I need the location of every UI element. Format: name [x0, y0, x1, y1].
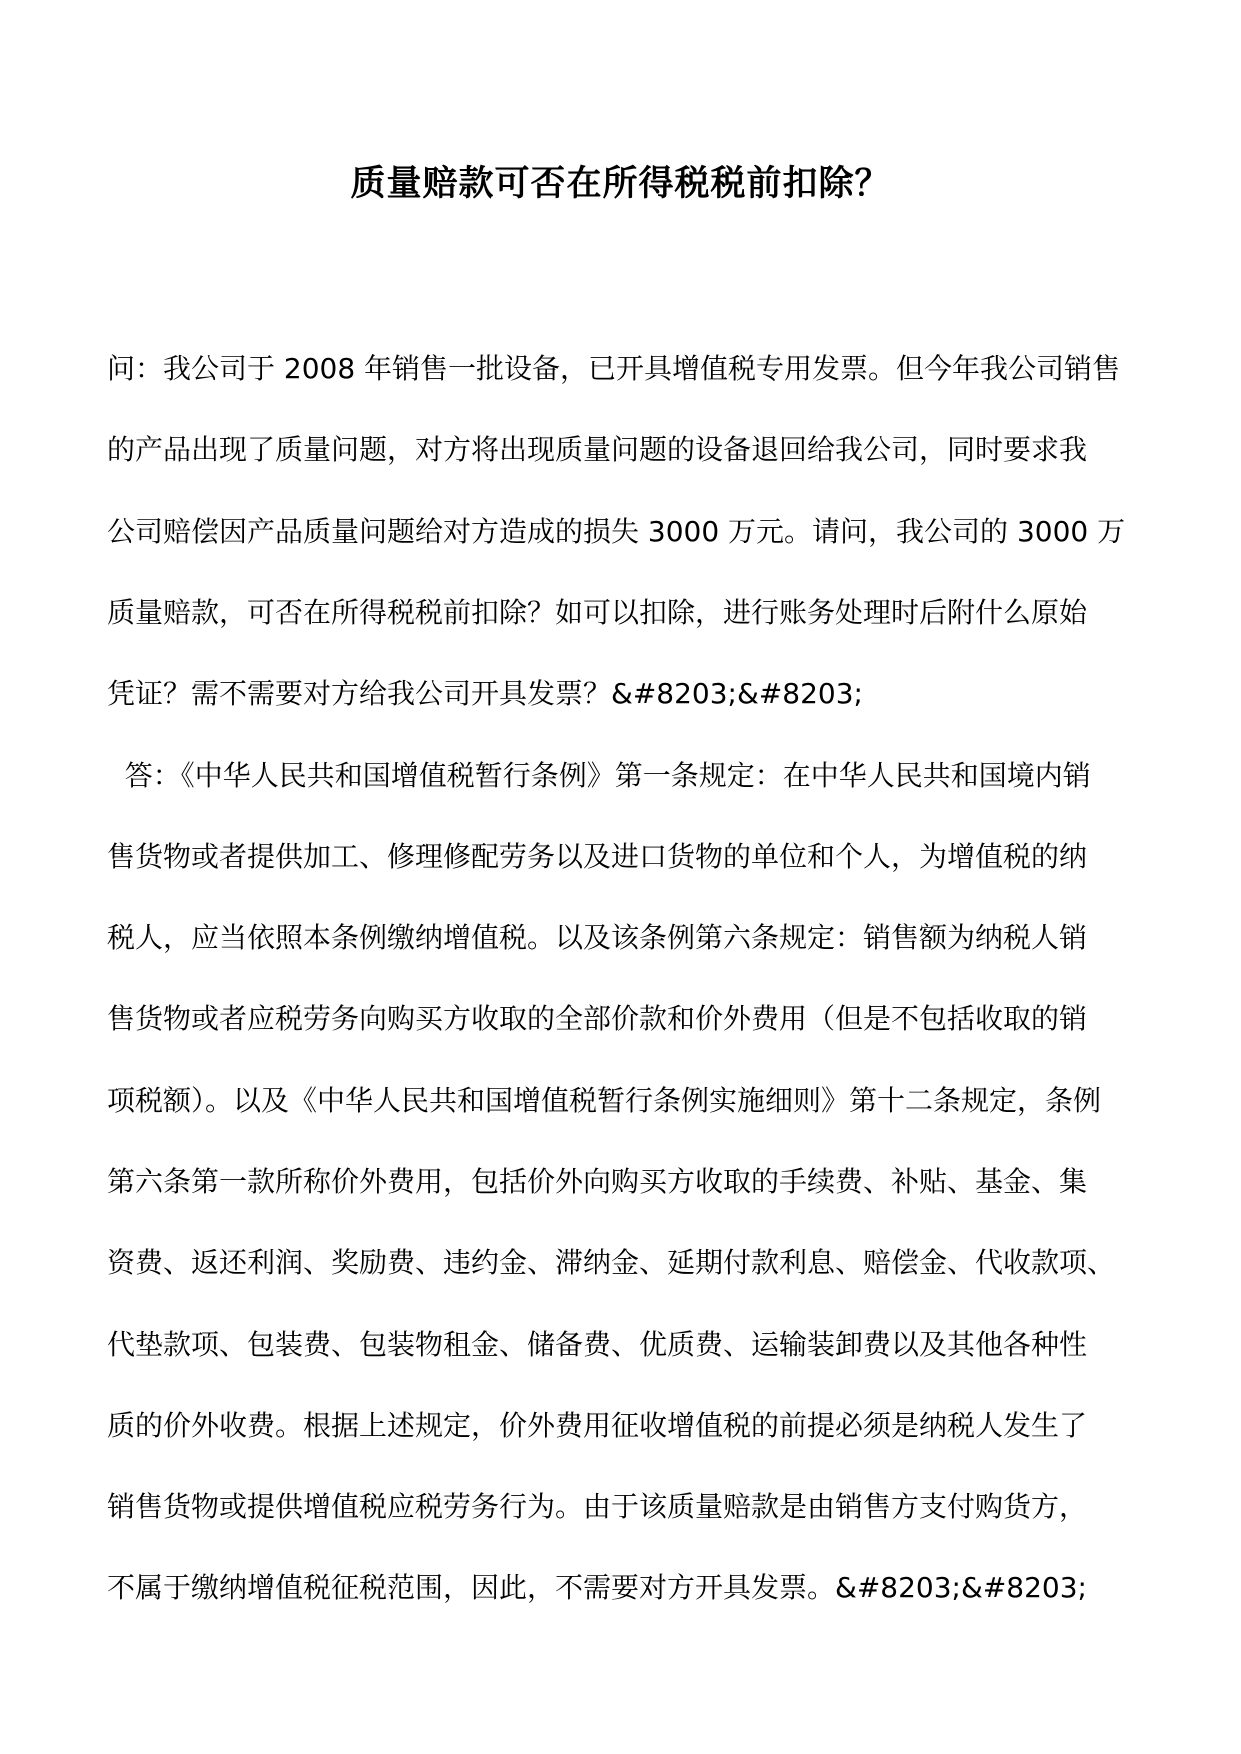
answer-line: 第六条第一款所称价外费用，包括价外向购买方收取的手续费、补贴、基金、集 [107, 1164, 1088, 1198]
answer-paragraph [107, 735, 1142, 1629]
answer-line: 售货物或者提供加工、修理修配劳务以及进口货物的单位和个人，为增值税的纳 [107, 839, 1088, 873]
answer-line: 销售货物或提供增值税应税劳务行为。由于该质量赔款是由销售方支付购货方， [107, 1490, 1088, 1524]
answer-line: 资费、返还利润、奖励费、违约金、滞纳金、延期付款利息、赔偿金、代收款项、 [107, 1246, 1116, 1280]
question-paragraph [107, 328, 1142, 734]
answer-line: 项税额）。以及《中华人民共和国增值税暂行条例实施细则》第十二条规定，条例 [107, 1083, 1102, 1117]
document-title: 质量赔款可否在所得税税前扣除？ [350, 163, 891, 204]
answer-line: 质的价外收费。根据上述规定，价外费用征收增值税的前提必须是纳税人发生了 [107, 1408, 1088, 1442]
answer-line: 不属于缴纳增值税征税范围，因此，不需要对方开具发票。&#8203;&#8203; [107, 1571, 1087, 1605]
question-line: 问：我公司于 2008 年销售一批设备，已开具增值税专用发票。但今年我公司销售 [107, 352, 1121, 385]
question-line: 的产品出现了质量问题，对方将出现质量问题的设备退回给我公司，同时要求我 [107, 433, 1088, 467]
answer-line: 售货物或者应税劳务向购买方收取的全部价款和价外费用（但是不包括收取的销 [107, 1002, 1088, 1036]
answer-line: 答：《中华人民共和国增值税暂行条例》第一条规定：在中华人民共和国境内销 [107, 758, 1091, 792]
question-line: 公司赔偿因产品质量问题给对方造成的损失 3000 万元。请问，我公司的 3000 万 [107, 514, 1126, 548]
answer-line: 代垫款项、包装费、包装物租金、储备费、优质费、运输装卸费以及其他各种性 [107, 1327, 1088, 1361]
answer-line: 税人，应当依照本条例缴纳增值税。以及该条例第六条规定：销售额为纳税人销 [107, 921, 1088, 955]
question-line: 凭证？需不需要对方给我公司开具发票？&#8203;&#8203; [107, 677, 863, 711]
question-line: 质量赔款，可否在所得税税前扣除？如可以扣除，进行账务处理时后附什么原始 [107, 595, 1088, 629]
